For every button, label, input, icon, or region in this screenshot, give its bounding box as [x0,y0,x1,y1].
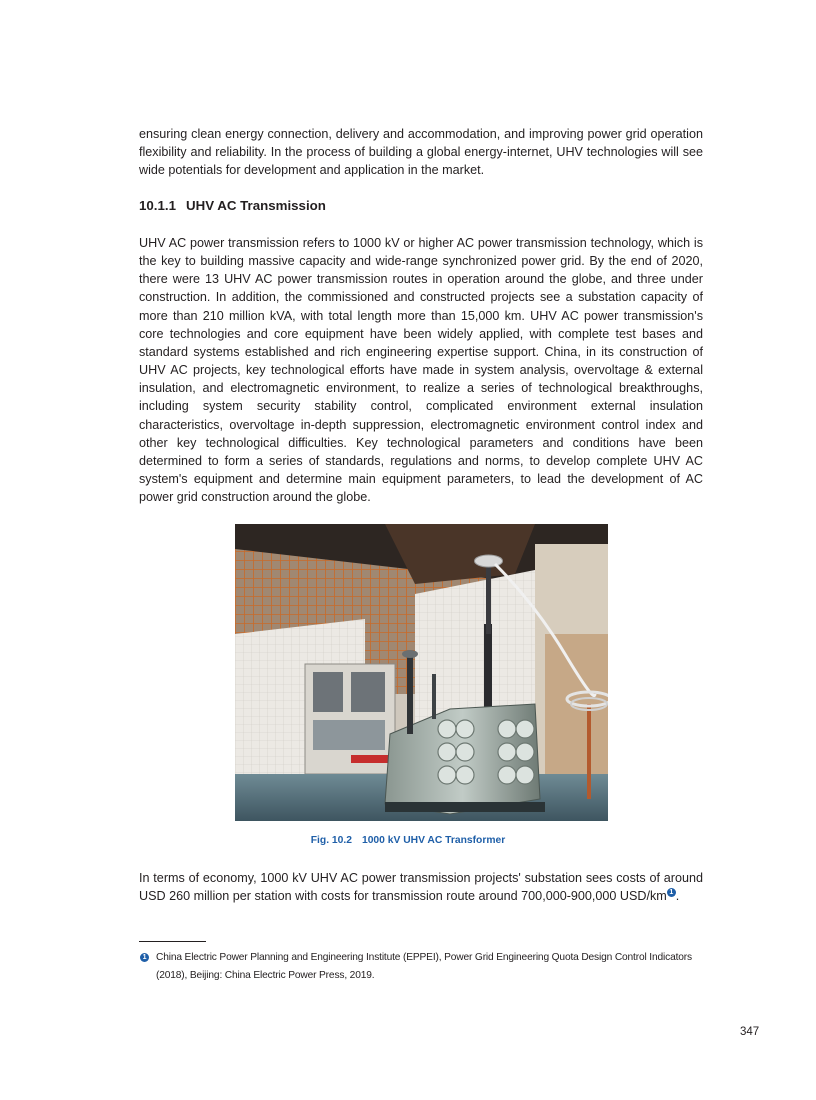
footnote-divider [139,941,206,942]
figure-caption [0,835,816,846]
transformer-photo [235,524,608,821]
footnote-marker: 1 [140,953,149,962]
section-title: UHV AC Transmission [185,198,326,213]
figure-caption-text: 1000 kV UHV AC Transformer [361,835,506,846]
economy-paragraph [139,869,703,905]
footnote [139,949,704,984]
section-number: 10.1.1 [139,198,176,213]
page-number: 347 [740,1026,760,1038]
section-heading [139,198,326,213]
intro-paragraph: ensuring clean energy connection, delivery and accommodation, and improving power grid operation flexibility and reliability. In the process of building a global energy-internet, UHV technologies will see wide potentials for development and application in the market. [139,127,703,178]
footnote-text: China Electric Power Planning and Engineering Institute (EPPEI), Power Grid Engineering Quota Design Control Indicators (2018), Beijing: China Electric Power Press, 2019. [156,952,692,981]
figure-number: Fig. 10.2 [310,835,352,846]
main-paragraph: UHV AC power transmission refers to 1000 kV or higher AC power transmission technology, which is the key to building massive capacity and wide-range synchronized power grid. By the end of 2020, there were 13 UHV AC power transmission routes in operation around the globe, and three under construction. In addition, the commissioned and constructed projects see a substation capacity of more than 210 million kVA, with total length more than 15,000 km. UHV AC power transmission's core technologies and core equipment have been widely applied, with complete test bases and standard systems established and rich engineering expertise support. China, in its construction of UHV AC projects, key technological efforts have made in system analysis, overvoltage & external insulation, and electromagnetic environment, to realize a series of technological breakthroughs, including system security stability control, complicated environment external insulation characteristics, overvoltage in-depth suppression, electromagnetic environment control index and other key technological difficulties. Key technological parameters and conditions have been determined to form a series of standards, regulations and norms, to develop complete UHV AC system's equipment and determine main equipment parameters, to lead the development of AC power grid construction around the globe. [139,236,703,505]
economy-text: In terms of economy, 1000 kV UHV AC power transmission projects' substation sees costs of around USD 260 million per station with costs for transmission route around 700,000-900,000 USD/km [139,871,703,904]
footnote-ref[interactable]: 1 [667,888,676,897]
economy-end: . [675,889,680,904]
